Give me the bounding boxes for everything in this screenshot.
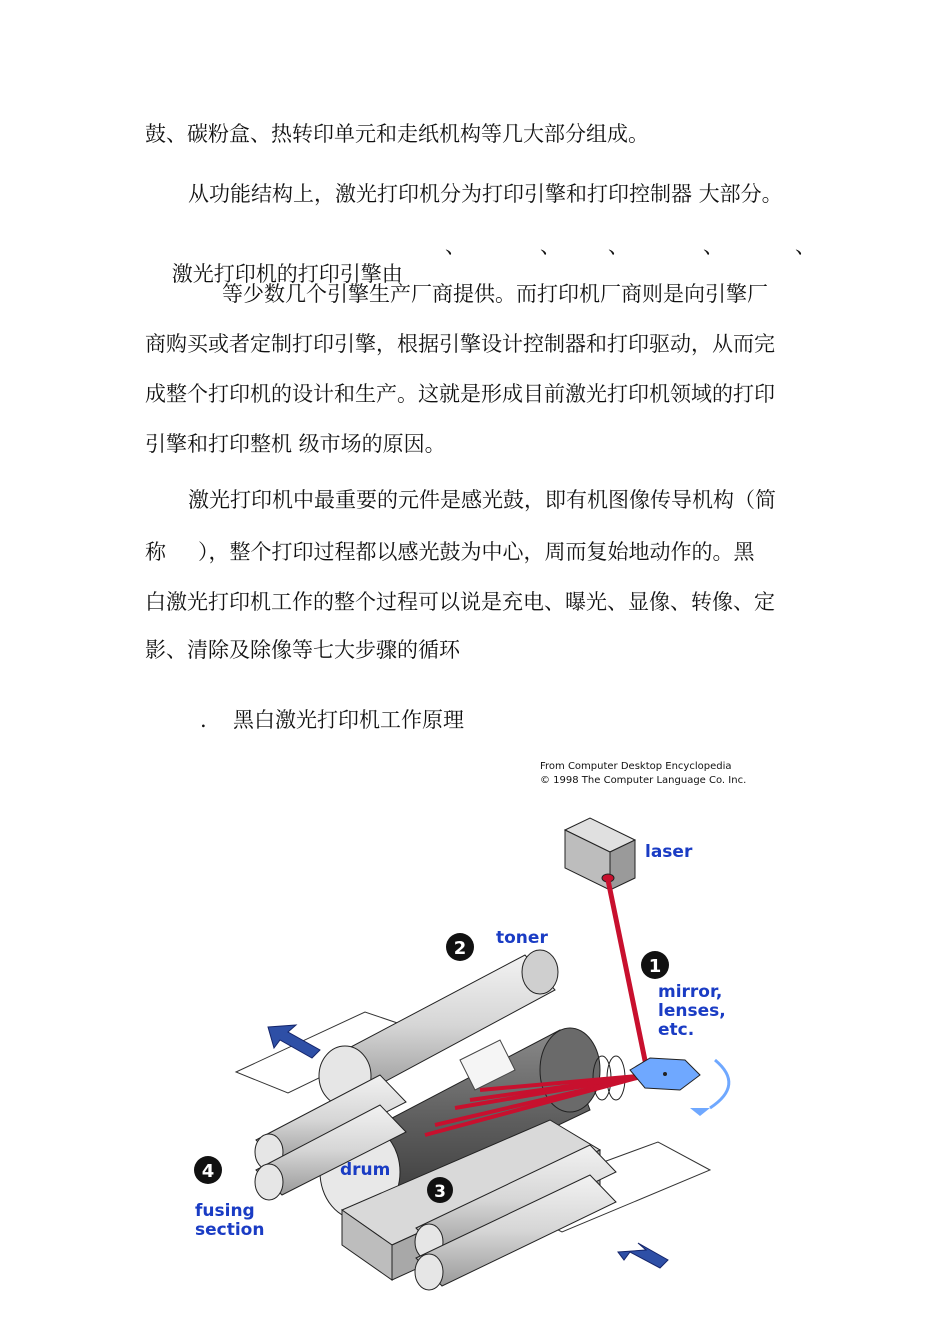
etc-label: etc. [658,1020,695,1040]
list-separator: 、 [703,234,724,258]
lenses-label: lenses, [658,1001,726,1021]
fusing-label: fusing [195,1201,255,1221]
step-number: 3 [434,1182,446,1202]
input-arrow-icon [618,1243,668,1268]
paragraph-line-2: 从功能结构上，激光打印机分为打印引擎和打印控制器 大部分。 [188,182,783,206]
paragraph-line-7: 引擎和打印整机 级市场的原因。 [145,432,446,456]
paragraph-line-6: 成整个打印机的设计和生产。这就是形成目前激光打印机领域的打印 [145,382,775,406]
caption-bullet: . [200,708,207,732]
paragraph-line-8: 激光打印机中最重要的元件是感光鼓，即有机图像传导机构（简 [188,488,776,512]
paragraph-line-10: 白激光打印机工作的整个过程可以说是充电、曝光、显像、转像、定 [145,590,775,614]
mirror-label: mirror, [658,982,723,1002]
list-separator: 、 [445,234,466,258]
list-separator: 、 [540,234,561,258]
toner-label: toner [496,928,548,948]
paragraph-line-11: 影、清除及除像等七大步骤的循环 [145,638,460,662]
laser-beam [608,880,648,1075]
step-badge-1 [641,951,669,979]
step-number: 1 [648,956,662,977]
figure-caption: 黑白激光打印机工作原理 [233,708,464,732]
step-badge-4 [194,1156,222,1184]
section-label: section [195,1220,265,1240]
paragraph-line-1: 鼓、碳粉盒、热转印单元和走纸机构等几大部分组成。 [145,122,649,146]
paragraph-line-9a: 称 [145,540,166,564]
paragraph-line-9b: ），整个打印过程都以感光鼓为中心，周而复始地动作的。黑 [198,540,755,564]
paragraph-line-5: 商购买或者定制打印引擎，根据引擎设计控制器和打印驱动，从而完 [145,332,775,356]
paragraph-line-4: 等少数几个引擎生产厂商提供。而打印机厂商则是向引擎厂 [222,282,768,306]
drum-label: drum [340,1160,391,1180]
step-number: 4 [201,1161,215,1182]
rotation-arrow-icon [710,1060,729,1108]
step-badge-2 [446,933,474,961]
figure-credit-source: From Computer Desktop Encyclopedia [540,761,732,772]
step-badge-3 [427,1177,453,1203]
paragraph-line-3-text: 激光打印机的打印引擎由 [171,262,403,286]
list-separator: 、 [795,234,816,258]
step-number: 2 [453,938,467,959]
list-separator: 、 [608,234,629,258]
laser-label: laser [645,842,693,862]
figure-credit-copyright: © 1998 The Computer Language Co. Inc. [540,775,747,786]
